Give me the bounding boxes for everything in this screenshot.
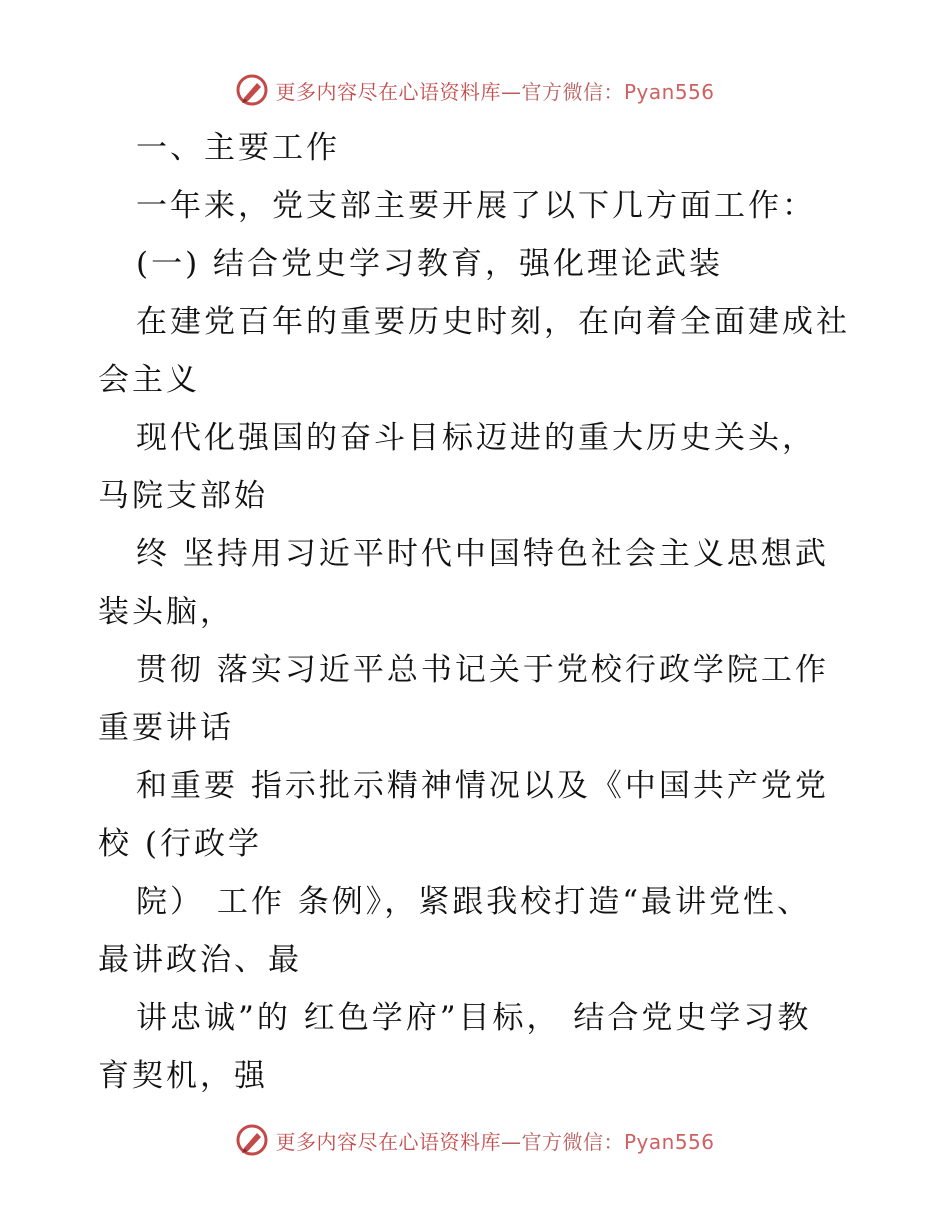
watermark-dash: — — [500, 79, 522, 104]
watermark-official: 官方微信： — [521, 1129, 624, 1154]
paragraph-line: 重要讲话 — [98, 710, 234, 746]
watermark-footer — [0, 1120, 950, 1160]
paragraph-line: 和重要 指示批示精神情况以及《中国共产党党 — [136, 768, 829, 804]
watermark-official: 官方微信： — [521, 79, 624, 104]
paragraph-line: 现代化强国的奋斗目标迈进的重大历史关头， — [136, 420, 816, 456]
paragraph-line: 马院支部始 — [98, 478, 268, 514]
paragraph-line: 终 坚持用习近平时代中国特色社会主义思想武 — [136, 536, 829, 572]
paragraph-line: 育契机，强 — [98, 1058, 268, 1094]
paragraph-line: 装头脑， — [98, 594, 234, 630]
paragraph-line: 最讲政治、最 — [98, 942, 302, 978]
watermark-main: 更多内容尽在心语资料库 — [275, 1129, 501, 1154]
paragraph-line: 校 (行政学 — [98, 826, 262, 862]
section-heading: 一、主要工作 — [136, 130, 340, 166]
paragraph-line: 在建党百年的重要历史时刻，在向着全面建成社 — [136, 304, 850, 340]
watermark-dash: — — [500, 1129, 522, 1154]
paragraph-line: 会主义 — [98, 362, 200, 398]
paragraph-line: 讲忠诚”的 红色学府”目标， 结合党史学习教 — [136, 1000, 812, 1036]
watermark-text — [275, 1126, 714, 1155]
paragraph-line: 贯彻 落实习近平总书记关于党校行政学院工作 — [136, 652, 829, 688]
watermark-id: Pyan556 — [623, 1129, 715, 1154]
paragraph-line: 院） 工作 条例》，紧跟我校打造“最讲党性、 — [136, 884, 812, 920]
watermark-id: Pyan556 — [623, 79, 715, 104]
watermark-text — [275, 76, 714, 105]
paragraph-line: 一年来，党支部主要开展了以下几方面工作： — [136, 188, 816, 224]
watermark-main: 更多内容尽在心语资料库 — [275, 79, 501, 104]
subsection-heading: (一) 结合党史学习教育，强化理论武装 — [136, 246, 724, 282]
pen-logo-icon — [235, 73, 269, 107]
watermark-header — [0, 70, 950, 110]
pen-logo-icon — [235, 1123, 269, 1157]
